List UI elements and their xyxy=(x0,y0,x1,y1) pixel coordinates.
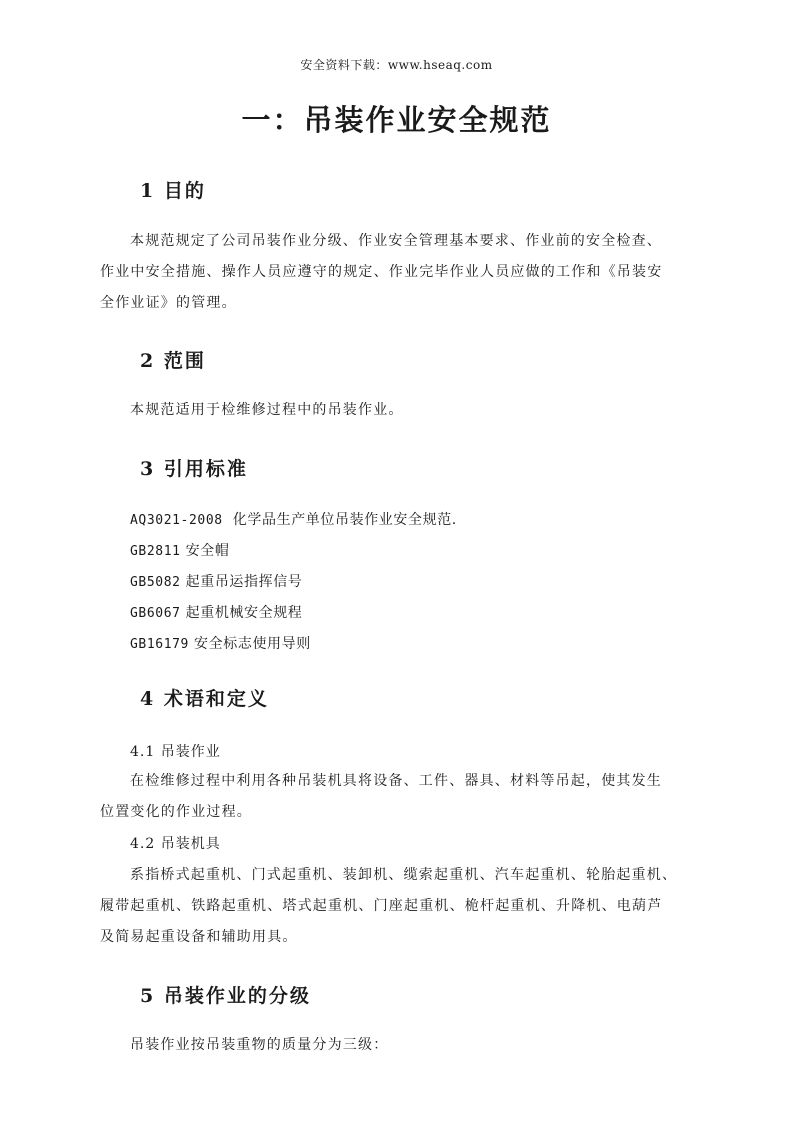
section-heading-scope: 2 范围 xyxy=(140,350,206,372)
reference-item xyxy=(130,598,457,629)
section-body-purpose xyxy=(100,226,694,319)
paragraph-line: 履带起重机、铁路起重机、塔式起重机、门座起重机、桅杆起重机、升降机、电葫芦 xyxy=(100,898,663,914)
document-title: 一：吊装作业安全规范 xyxy=(241,103,552,137)
paragraph-line: 位置变化的作业过程。 xyxy=(100,804,252,820)
reference-item xyxy=(130,567,457,598)
section-body-classification xyxy=(100,1030,694,1061)
reference-item xyxy=(130,536,457,567)
reference-name: 化学品生产单位吊装作业安全规范. xyxy=(222,512,457,528)
section-heading-definitions: 4 术语和定义 xyxy=(140,688,269,710)
reference-name: 安全帽 xyxy=(180,543,230,559)
reference-list xyxy=(130,505,457,660)
paragraph-line: 在检维修过程中利用各种吊装机具将设备、工件、器具、材料等吊起，使其发生 xyxy=(130,773,662,789)
reference-item xyxy=(130,629,457,660)
section-heading-purpose: 1 目的 xyxy=(140,180,206,202)
section-heading-references: 3 引用标准 xyxy=(140,458,248,480)
reference-code: AQ3021-2008 xyxy=(130,513,223,528)
definition-label-lifting-operation: 4.1 吊装作业 xyxy=(130,744,221,760)
reference-name: 起重吊运指挥信号 xyxy=(180,574,303,590)
paragraph-line: 吊装作业按吊装重物的质量分为三级： xyxy=(130,1037,389,1053)
definition-body-lifting-equipment xyxy=(100,860,694,953)
paragraph-line: 作业中安全措施、操作人员应遵守的规定、作业完毕作业人员应做的工作和《吊装安 xyxy=(100,264,663,280)
section-heading-classification: 5 吊装作业的分级 xyxy=(140,985,311,1007)
section-body-scope xyxy=(100,395,694,426)
paragraph-line: 本规范适用于检维修过程中的吊装作业。 xyxy=(130,402,404,418)
reference-code: GB6067 xyxy=(130,606,181,621)
paragraph-line: 本规范规定了公司吊装作业分级、作业安全管理基本要求、作业前的安全检查、 xyxy=(130,233,662,249)
reference-name: 起重机械安全规程 xyxy=(180,605,303,621)
definition-body-lifting-operation xyxy=(100,766,694,828)
header-note: 安全资料下载：www.hseaq.com xyxy=(300,58,493,72)
reference-name: 安全标志使用导则 xyxy=(189,636,311,652)
reference-item xyxy=(130,505,457,536)
reference-code: GB2811 xyxy=(130,544,181,559)
reference-code: GB16179 xyxy=(130,637,189,652)
reference-code: GB5082 xyxy=(130,575,181,590)
paragraph-line: 及简易起重设备和辅助用具。 xyxy=(100,929,298,945)
paragraph-line: 全作业证》的管理。 xyxy=(100,295,237,311)
definition-label-lifting-equipment: 4.2 吊装机具 xyxy=(130,836,221,852)
paragraph-line: 系指桥式起重机、门式起重机、装卸机、缆索起重机、汽车起重机、轮胎起重机、 xyxy=(130,867,678,883)
